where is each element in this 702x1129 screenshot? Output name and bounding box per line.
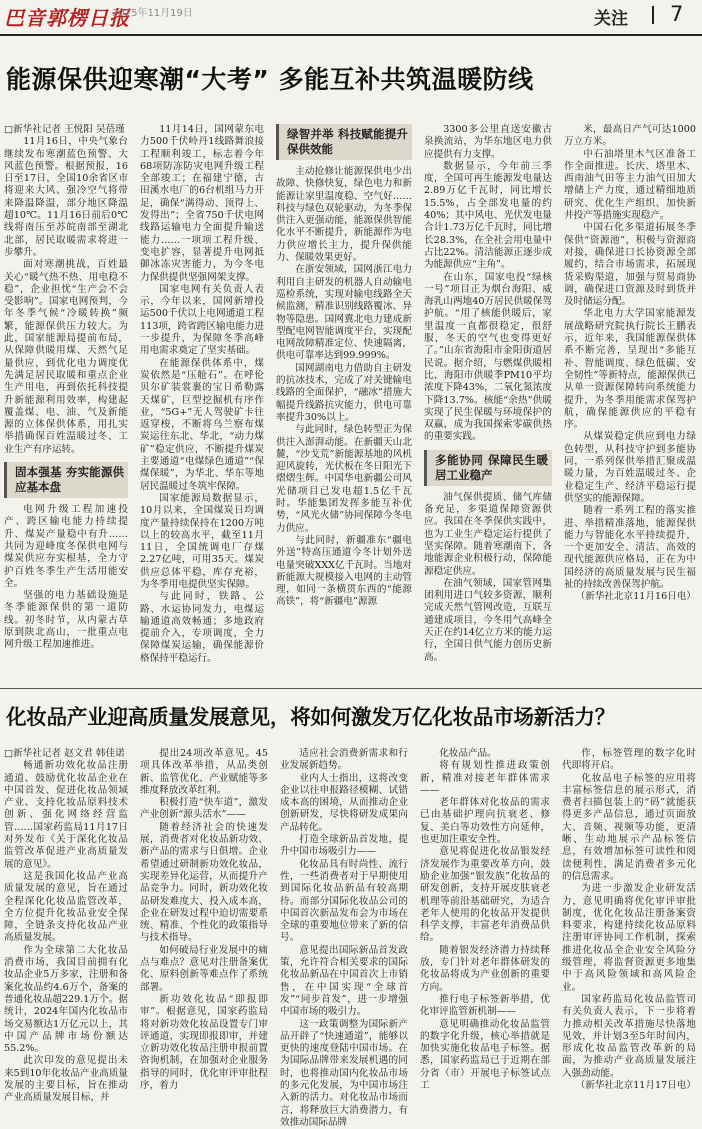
article1-column-5 [564, 124, 696, 680]
article2-byline: □新华社记者 赵文君 韩佳诺 [4, 748, 125, 759]
paragraph: 新功效化妆品“即报即审”。根据意见，国家药监局将对新功效化妆品设置专门审评通道，实现即报即审，并建立新功效化妆品注册申报前置咨询机制，在加强对企业服务指导的同时，优化审评审批程序，着力 [140, 993, 268, 1092]
paragraph: 畅通新功效化妆品注册通道、鼓励优化妆品企业在中国首发、促进化妆品领域产业、支持化妆品原料技术创新、强化网络经营监管……国家药监局11月17日对外发布《关于深化化妆品监管改革促进产业高质量发展的意见》。 [4, 760, 128, 870]
paragraph: 与此同时，新疆准东“疆电外送”特高压通道今冬计划外送电量突破XXX亿千瓦时。当地对新能源大规模接入电网的主动管理，如同一条横贯东西的“能源高铁”，将“新疆电”源源 [276, 534, 412, 608]
article2-dateline: （新华社北京11月17日电） [575, 1080, 696, 1092]
paragraph: 随着经济社会的快速发展，消费者对化妆品新功效、新产品的需求与日俱增。企业希望通过研制新功效化妆品，实现差异化运营，从而提升产品竞争力。同时，新功效化妆品研发难度大、投入成本高，企业在研发过程中迫切需要系统、精准、个性化的政策指导与技术指导。 [140, 821, 268, 944]
masthead-rule [0, 34, 702, 36]
paragraph: 国家能源局数据显示，10月以来，全国煤炭日均调度产量持续保持在1200万吨以上的较高水平，截至11月11日，全国统调电厂存煤2.27亿吨，可用35天。煤炭供应总体平稳，库存充裕，为冬季用电提供坚实保障。 [140, 492, 264, 590]
paragraph: 3300多公里直送安徽古泉换流站，为华东地区电力供应提供有力支撑。 [424, 124, 552, 160]
article1-col4-text [424, 124, 552, 444]
paragraph: 这是我国化妆品产业高质量发展的意见，旨在通过全程深化化妆品监管改革，全方位提升化妆品业安全保障，全链条支持化妆品产业高质量发展。 [4, 870, 128, 944]
paragraph: 与此同时，绿色转型正为保供注入澎湃动能。在新疆天山北麓，“沙戈荒”新能源基地的风机迎风旋转，光伏板在冬日阳光下熠熠生辉。中国华电新疆公司风光储项目已发电超1.5亿千瓦时。华能集团发挥多能互补优势，“风光火储”协同保障今冬电力供应。 [276, 424, 412, 534]
issue-date: 2025年11月19日 [112, 8, 193, 19]
paragraph: 作，标签管理的数字化时代即将开启。 [562, 748, 696, 772]
article1-subheading-1: 固本强基 夯实能源供应基本盘 [4, 462, 128, 498]
paragraph: 积极打造“快车道”，激发产业创新“源头活水”—— [140, 797, 268, 821]
article1-col5-text [564, 124, 696, 591]
paragraph: 如何破局行业发展中的痛点与难点？意见对注册备案优化、原料创新等难点作了系统部署。 [140, 944, 268, 993]
article1-headline: 能源保供迎寒潮“大考” 多能互补共筑温暖防线 [6, 65, 534, 94]
paragraph: 打造全球新品首发地，提升中国市场吸引力—— [280, 834, 408, 858]
paragraph: 化妆品电子标签的应用将丰富标签信息的展示形式，消费者扫描包装上的“码”就能获得更多产品信息，通过页面放大、音频、视频等功能，更清晰、生动地展示产品标签信息，有效增加标签可读性和阅读便利性，满足消费者多元化的信息需求。 [562, 772, 696, 882]
paragraph: 米，最高日产气可达1000万立方米。 [564, 124, 696, 148]
paragraph: 意见提出国际新品首发政策，允许符合相关要求的国际化妆品新品在中国首次上市销售，在中国实现“全球首发”“同步首发”，进一步增强中国市场的吸引力。 [280, 944, 408, 1018]
article1-column-3 [276, 124, 412, 680]
paragraph: 作为全球第二大化妆品消费市场，我国目前拥有化妆品企业5万多家，注册和备案化妆品约4.6万个，备案的普通化妆品超229.1万个。据统计，2024年国内化妆品市场交易额达1万亿元以上，其中国产品牌市场份额达55.2%。 [4, 944, 128, 1055]
paragraph: 化妆品产品。 [439, 748, 497, 759]
article2-column-1 [4, 748, 128, 1104]
article1-col3-text [276, 166, 412, 609]
article2-column-4 [420, 748, 550, 1092]
article1-subheading-2: 绿智并举 科技赋能提升保供效能 [276, 124, 412, 160]
paragraph: 从煤炭稳定供应到电力绿色转型，从科技守护到多能协同，一系列保供举措汇聚成温暖力量，为百姓温暖过冬、企业稳定生产、经济平稳运行提供坚实的能源保障。 [564, 431, 696, 504]
paragraph: 推行电子标签新举措，优化审评监管新机制—— [420, 993, 550, 1018]
article1-col1-text [4, 136, 128, 456]
paragraph: 在能源保供体系中，煤炭依然是“压舱石”。在呼伦贝尔矿装裳裹的宝日希勒露天煤矿，巨型挖掘机有序作业，“5G+”无人驾驶矿卡往返穿梭，不断将乌兰察布煤炭运往东北、华北，“动力煤矿”稳定供应，不断提升煤炭主要通道“电煤绿色通道”“保煤保暖”，为华北、华东等地居民温暖过冬筑牢保障。 [140, 357, 264, 492]
paragraph: 数据显示，今年前三季度，全国可再生能源发电量达2.89万亿千瓦时，同比增长15.5%，占全部发电量的约40%；其中风电、光伏发电量合计1.73万亿千瓦时，同比增长28.3%，在全社会用电量中占比22%。清洁能源正逐步成为能源供应“主角”。 [424, 160, 552, 271]
paragraph: 将有规划性推进政策创新，精准对接老年群体需求—— [420, 760, 550, 796]
paragraph: 老年群体对化妆品的需求已由基础护理向抗衰老、修复、美白等功效性方向延伸，也更加注重安全性。 [420, 797, 550, 846]
paragraph: 面对寒潮挑战，百姓最关心“暖气热不热、用电稳不稳”，企业担忧“生产会不会受影响”。国家电网预判，今年冬季气候“冷暖转换”频繁，能源保供压力较大。为此，国家能源局提前布局，从保障供暖用煤、天然气足量供应，到优化电力调度优先满足居民取暖和重点企业生产用电，再到依托科技提升新能源利用效率，构建起覆盖煤、电、油、气及新能源的立体保供体系，用扎实举措确保百姓温暖过冬、工业生产有序运转。 [4, 259, 128, 455]
article2-col2-text [140, 748, 268, 1092]
article1-byline: □新华社记者 王悦阳 吴蓓瑾 [4, 124, 125, 135]
article2-col1-text [4, 760, 128, 1104]
article1-dateline: （新华社北京11月16日电） [575, 591, 696, 603]
paragraph: 这一政策调整为国际新产品开辟了“快速通道”，能够以更快的速度登陆中国市场。在为国际品牌带来发展机遇的同时，也将推动国内化妆品市场的多元化发展，为中国市场注入新的活力。对化妆品市场而言，将释放巨大消费潜力，有效推动国际品牌 [280, 1018, 408, 1128]
article2-col5-text [562, 748, 696, 1080]
paragraph: 业内人士指出，这将改变企业以往申报路径模糊、试错成本高的困境，从而推动企业创新研发，尽快将研发成果向产品转化。 [280, 772, 408, 833]
paragraph: 化妆品具有时尚性、流行性，一些消费者对于早期使用到国际化妆品新品有较高期待。而部分国际化妆品公司的中国首次新品发布会为市场在全球的重要地位带来了新的信号。 [280, 858, 408, 944]
paragraph: 适应社会消费新需求和行业发展新趋势。 [280, 748, 408, 772]
article1-col2-text [140, 124, 264, 665]
paragraph: 11月16日，中央气象台继续发布寒潮蓝色预警、大风蓝色预警。根据预报，16日至17日，全国10余省区市将迎来大风、强冷空气将带来降温降温，部分地区降温超10℃。11月16日前后0℃线将南压至苏皖南部至湖北北部，居民取暖需求将进一步攀升。 [4, 136, 128, 258]
paragraph: 为进一步激发企业研发活力，意见明确将优化审评审批制度，优化化妆品注册备案资料要求，构建持续化妆品原料注册审评协同工作机制，探索推进化妆品全企业安全风险分级管理，将监督资源更多地集中于高风险领域和高风险企业。 [562, 883, 696, 993]
paragraph: 华北电力大学国家能源发展战略研究院执行院长王鹏表示，近年来，我国能源保供体系不断完善，呈现出“多能互补、智能调度、绿色低碳、安全韧性”等新特点，能源保供已从单一资源保障转向系统能力提升，为冬季用能需求保驾护航，确保能源供应的平稳有序。 [564, 308, 696, 431]
paragraph: 在浙安领域，国网浙江电力利用自主研发的机器人自动输电巡检系统，实现对输电线路全天候监测，精准识别线路覆冰、异物等隐患。国网冀北电力建成新型配电网智能调度平台，实现配电网故障精准定位、快速隔离，供电可靠率达到99.999%。 [276, 264, 412, 362]
masthead-divider [652, 6, 654, 24]
article2-col3-text [280, 748, 408, 1129]
paragraph: 中国石化多渠道拓展冬季保供“资源池”，积极与资源商对接，确保进口长协资源全部履约，结合市场需求，拓展现货采购渠道，加强与贸易商协调，确保进口资源及时到货并及时储运分配。 [564, 222, 696, 308]
article2-column-5 [562, 748, 696, 1092]
article1-column-1 [4, 124, 128, 680]
paragraph: 电网升级工程加速投产、跨区输电能力持续提升、煤炭产量稳中有升……共同为迎峰度冬保供电网与煤炭供应夯实根基，全力守护百姓冬季生产生活用能安全。 [4, 504, 128, 589]
article-divider [0, 688, 702, 689]
article2-column-3 [280, 748, 408, 1128]
paragraph: 国家电网有关负责人表示，今年以来，国网新增投运500千伏以上电网通道工程113项，跨省跨区输电能力进一步提升，为保障冬季高峰用电需求奠定了坚实基础。 [140, 283, 264, 357]
paragraph: 国网湖南电力借助自主研发的抗冰技术，完成了对关键输电线路的全面保护，“融冰”措施大幅提升线路抗灾能力，供电可靠率提升30%以上。 [276, 362, 412, 423]
paragraph: 意见将促进化妆品银发经济发展作为重要改革方向，鼓励企业加强“银发族”化妆品的研发创新，支持开展皮肤衰老机理等前沿基础研究，为适合老年人使用的化妆品开发提供科学支撑，丰富老年消费品供给。 [420, 846, 550, 944]
newspaper-logo: 巴音郭楞日报 [4, 6, 130, 30]
paragraph: 此次印发的意见提出未来5到10年化妆品产业高质量发展的主要目标，旨在推动产业高质量发展目标，并 [4, 1055, 128, 1104]
paragraph: 油气保供提质、储气库储备充足，多渠道保障资源供应。我国在冬季保供实践中，也为工业生产稳定运行提供了坚实保障。随着寒潮南下，各地能源企业积极行动，保障能源稳定供应。 [424, 491, 552, 577]
paragraph: 主动抢修让能源保供电少出故障、快修快复，绿色电力和新能源让家里温度稳、空气好……科技与绿色双轮驱动，为冬季保供注入更强动能，能源保供智能化水平不断提升，新能源作为电力供应增长主力，提升保供能力、保暖效果更好。 [276, 166, 412, 264]
paragraph: 提出24项改革意见。45项具体改革举措，从品类创新、监管优化、产业赋能等多维度释放改革红利。 [140, 748, 268, 796]
paragraph: 在山东，国家电投“绿核一号”项目正为烟台海阳、威海乳山两地40万居民供暖保驾护航。“用了核能供暖后，家里温度一直都很稳定，很舒服，冬天的空气也变得更好了。”山东省海阳市金阳街道居民说。据介绍，与燃煤供暖相比，海阳市供暖季PM10平均浓度下降43%，二氧化氮浓度下降13.7%。核能“余热”供暖实现了民生保暖与环境保护的双赢，成为我国探索零碳供热的重要实践。 [424, 271, 552, 443]
paragraph: 11月14日，国网蒙东电力500千伏岭丹1线路舞浪接工程顺利竣工，标志着今年68项防冻防灾电网升级工程全部竣工；在福建宁德，古田溪水电厂的6台机组马力开足，确保“满得动、顶得上、发得出”；全省750千伏电网线路运输电力全面提升输送能力……一项项工程升级、变电扩容，显著提升电网抵御冰冻灾害能力，为今冬电力保供提供坚强网架支撑。 [140, 124, 264, 283]
article1-col1b-text [4, 504, 128, 652]
masthead [0, 0, 702, 34]
page-number: 7 [670, 2, 684, 26]
paragraph: 随着银发经济潜力持续释放，专门针对老年群体研发的化妆品将成为产业创新的重要方向。 [420, 944, 550, 993]
article2-column-2 [140, 748, 268, 1092]
article1-column-4 [424, 124, 552, 680]
article1-col4b-text [424, 492, 552, 664]
section-name: 关注 [594, 9, 628, 29]
article1-column-2 [140, 124, 264, 680]
paragraph: 与此同时，铁路、公路、水运协同发力，电煤运输通道高效畅通；多地政府提前介入，专项调度，全力保障煤炭运输，确保能源价格保持平稳运行。 [140, 591, 264, 664]
paragraph: 在油气领域，国家管网集团利用进口气较多资源，顺利完成天然气管网改造，互联互通建成项目，今冬用气高峰全天正在约14亿立方米的能力运行，全国日供气能力创历史新高。 [424, 577, 552, 663]
article2-headline: 化妆品产业迎高质量发展意见，将如何激发万亿化妆品市场新活力？ [6, 705, 615, 729]
article1-subheading-3: 多能协同 保障民生暖居工业稳产 [424, 450, 552, 486]
paragraph: 随着一系列工程的落实推进、举措精准落地，能源保供能力与智能化水平持续提升，一个更加安全、清洁、高效的现代能源供应格局，正在为中国经济的高质量发展与民生福祉的持续改善保驾护航。 [564, 505, 696, 590]
article2-col4-text [420, 748, 550, 1092]
paragraph: 国家药监局化妆品监管司有关负责人表示，下一步将着力推动相关改革措施尽快落地见效，并计划3至5年时间内，形成化妆品监管改革新的局面，为推动产业高质量发展注入强劲动能。 [562, 993, 696, 1079]
paragraph: 中石油塔里木气区准备工作全面推进。长庆、塔里木、西南油气田等主力油气田加大增储上产力度，通过精细地质研究、优化生产组织、加快新井投产等措施实现稳产。 [564, 148, 696, 222]
paragraph: 意见明确推动化妆品监管的数字化升级，核心举措就是加快实施化妆品电子标签。据悉，国家药监局已于近期在部分省（市）开展电子标签试点工 [420, 1018, 550, 1092]
paragraph: 坚强的电力基础设施是冬季能源保供的第一道防线。初冬时节，从内蒙古草原到陕北高山，一批重点电网升级工程加速推进。 [4, 590, 128, 651]
